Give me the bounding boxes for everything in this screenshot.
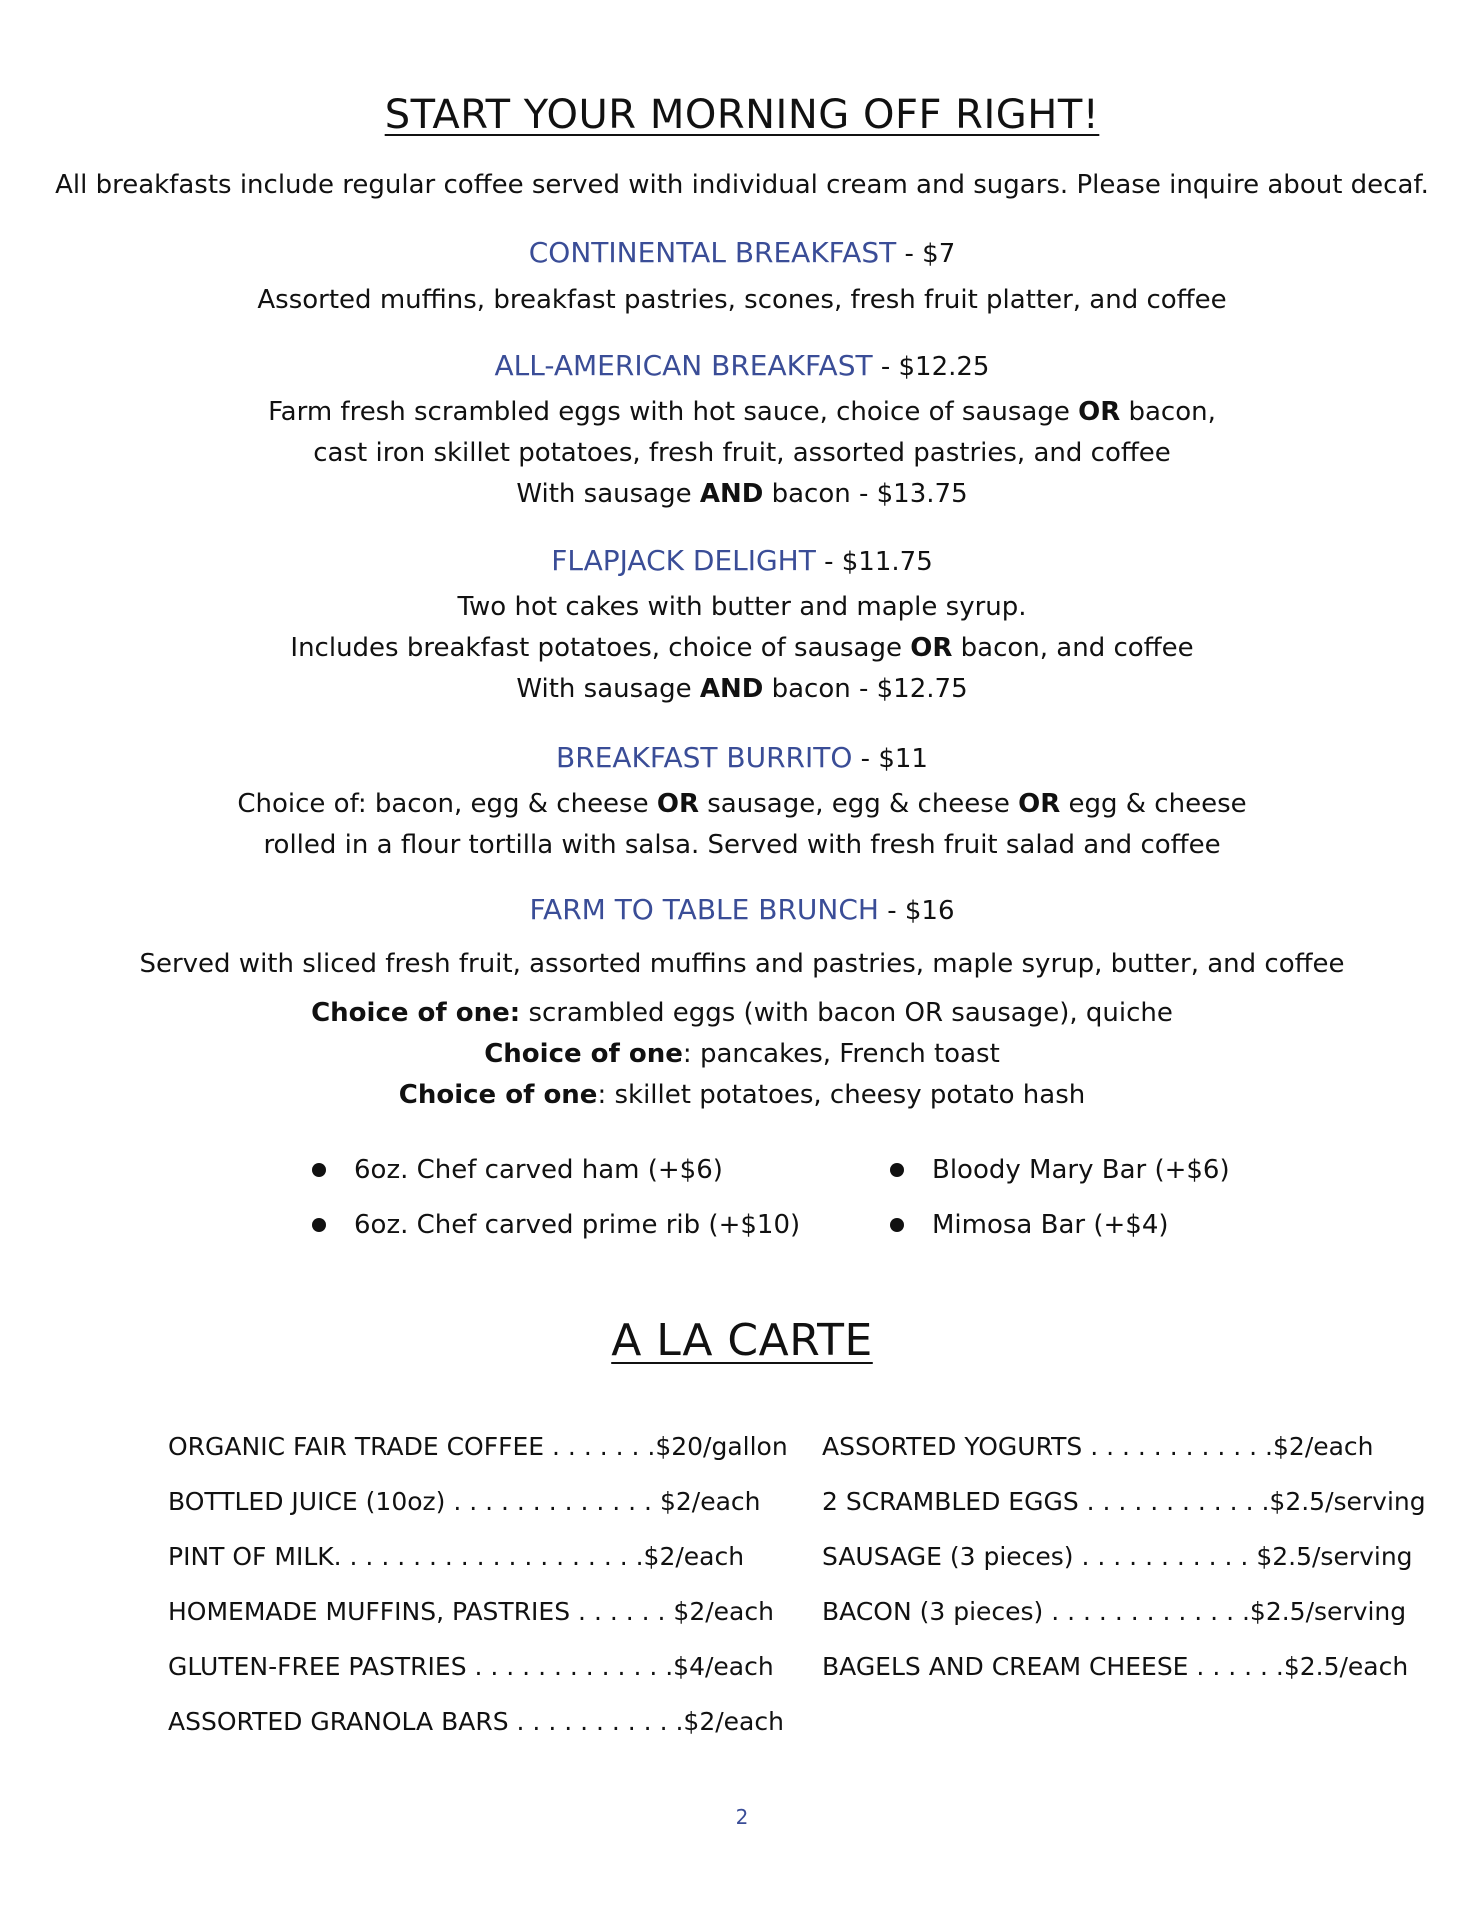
item-name: ALL-AMERICAN BREAKFAST <box>494 349 873 382</box>
alacarte-item: PINT OF MILK. . . . . . . . . . . . . . . . . . . .$2/each <box>168 1542 745 1571</box>
emphasis: OR <box>656 789 699 819</box>
choice-text: : pancakes, French toast <box>682 1039 1000 1069</box>
burrito-description <box>0 784 1484 866</box>
text-span: Includes breakfast potatoes, choice of sausage <box>290 633 911 663</box>
text-span: bacon, and coffee <box>952 633 1194 663</box>
brunch-choices <box>0 993 1484 1116</box>
item-price: - $12.25 <box>872 352 990 382</box>
continental-heading <box>0 236 1484 269</box>
addon-label: 6oz. Chef carved prime rib (+$10) <box>354 1210 801 1240</box>
addon-label: Mimosa Bar (+$4) <box>932 1210 1169 1240</box>
choice-label: Choice of one <box>484 1039 683 1069</box>
alacarte-item: SAUSAGE (3 pieces) . . . . . . . . . . . $2.5/serving <box>822 1542 1413 1571</box>
page-number: 2 <box>735 1805 749 1829</box>
text-span: sausage, egg & cheese <box>699 789 1019 819</box>
text-span: With sausage <box>516 674 700 704</box>
addon-item <box>312 1210 800 1240</box>
burrito-heading <box>0 741 1484 774</box>
choice-text: scrambled eggs (with bacon OR sausage), quiche <box>520 998 1173 1028</box>
item-price: - $11.75 <box>815 547 933 577</box>
addon-item <box>312 1155 723 1185</box>
choice-line <box>0 1034 1484 1075</box>
flapjack-heading <box>0 544 1484 577</box>
american-description <box>0 392 1484 515</box>
bullet-icon <box>890 1163 904 1177</box>
description-line <box>0 784 1484 825</box>
addon-label: Bloody Mary Bar (+$6) <box>932 1155 1230 1185</box>
choice-line <box>0 993 1484 1034</box>
choice-line <box>0 1075 1484 1116</box>
text-span: Choice of: bacon, egg & cheese <box>237 789 657 819</box>
item-price: - $16 <box>878 896 955 926</box>
item-name: FARM TO TABLE BRUNCH <box>529 893 879 926</box>
alacarte-item: ASSORTED YOGURTS . . . . . . . . . . . .$2/each <box>822 1432 1374 1461</box>
emphasis: OR <box>1018 789 1061 819</box>
continental-description: Assorted muffins, breakfast pastries, scones, fresh fruit platter, and coffee <box>257 285 1227 315</box>
emphasis: AND <box>699 479 764 509</box>
description-line <box>0 392 1484 433</box>
alacarte-item: ASSORTED GRANOLA BARS . . . . . . . . . . .$2/each <box>168 1707 784 1736</box>
description-line: Two hot cakes with butter and maple syrup. <box>457 592 1027 622</box>
text-span: Farm fresh scrambled eggs with hot sauce, choice of sausage <box>268 397 1079 427</box>
brunch-heading <box>0 893 1484 926</box>
item-price: - $11 <box>852 744 928 774</box>
bullet-icon <box>312 1163 326 1177</box>
intro-text: All breakfasts include regular coffee served with individual cream and sugars. Please inquire about decaf. <box>55 170 1429 200</box>
alacarte-item: BAGELS AND CREAM CHEESE . . . . . .$2.5/each <box>822 1652 1409 1681</box>
bullet-icon <box>312 1218 326 1232</box>
text-span: bacon, <box>1120 397 1216 427</box>
item-name: FLAPJACK DELIGHT <box>551 544 816 577</box>
emphasis: OR <box>910 633 953 663</box>
addon-item <box>890 1210 1169 1240</box>
description-line: rolled in a flour tortilla with salsa. Served with fresh fruit salad and coffee <box>263 830 1221 860</box>
brunch-description: Served with sliced fresh fruit, assorted muffins and pastries, maple syrup, butter, and coffee <box>139 949 1345 979</box>
bullet-icon <box>890 1218 904 1232</box>
text-span: With sausage <box>516 479 700 509</box>
alacarte-title: A LA CARTE <box>611 1315 873 1366</box>
text-span: egg & cheese <box>1060 789 1247 819</box>
choice-label: Choice of one <box>398 1080 598 1110</box>
description-line <box>0 669 1484 710</box>
alacarte-item: GLUTEN-FREE PASTRIES . . . . . . . . . . . . .$4/each <box>168 1652 774 1681</box>
alacarte-item: BACON (3 pieces) . . . . . . . . . . . . .$2.5/serving <box>822 1597 1407 1626</box>
flapjack-description <box>0 587 1484 710</box>
emphasis: AND <box>699 674 764 704</box>
alacarte-item: BOTTLED JUICE (10oz) . . . . . . . . . . . . . $2/each <box>168 1487 761 1516</box>
addon-label: 6oz. Chef carved ham (+$6) <box>354 1155 723 1185</box>
text-span: bacon - $13.75 <box>763 479 968 509</box>
american-heading <box>0 349 1484 382</box>
alacarte-item: HOMEMADE MUFFINS, PASTRIES . . . . . . $2/each <box>168 1597 774 1626</box>
item-name: CONTINENTAL BREAKFAST <box>528 236 897 269</box>
text-span: bacon - $12.75 <box>763 674 968 704</box>
item-price: - $7 <box>896 239 956 269</box>
choice-text: : skillet potatoes, cheesy potato hash <box>597 1080 1086 1110</box>
addon-item <box>890 1155 1230 1185</box>
choice-label: Choice of one: <box>311 998 521 1028</box>
alacarte-item: 2 SCRAMBLED EGGS . . . . . . . . . . . .$2.5/serving <box>822 1487 1426 1516</box>
description-line: cast iron skillet potatoes, fresh fruit, assorted pastries, and coffee <box>313 438 1171 468</box>
emphasis: OR <box>1078 397 1121 427</box>
item-name: BREAKFAST BURRITO <box>556 741 853 774</box>
alacarte-item: ORGANIC FAIR TRADE COFFEE . . . . . . .$20/gallon <box>168 1432 788 1461</box>
description-line <box>0 474 1484 515</box>
page-title: START YOUR MORNING OFF RIGHT! <box>384 92 1100 138</box>
description-line <box>0 628 1484 669</box>
